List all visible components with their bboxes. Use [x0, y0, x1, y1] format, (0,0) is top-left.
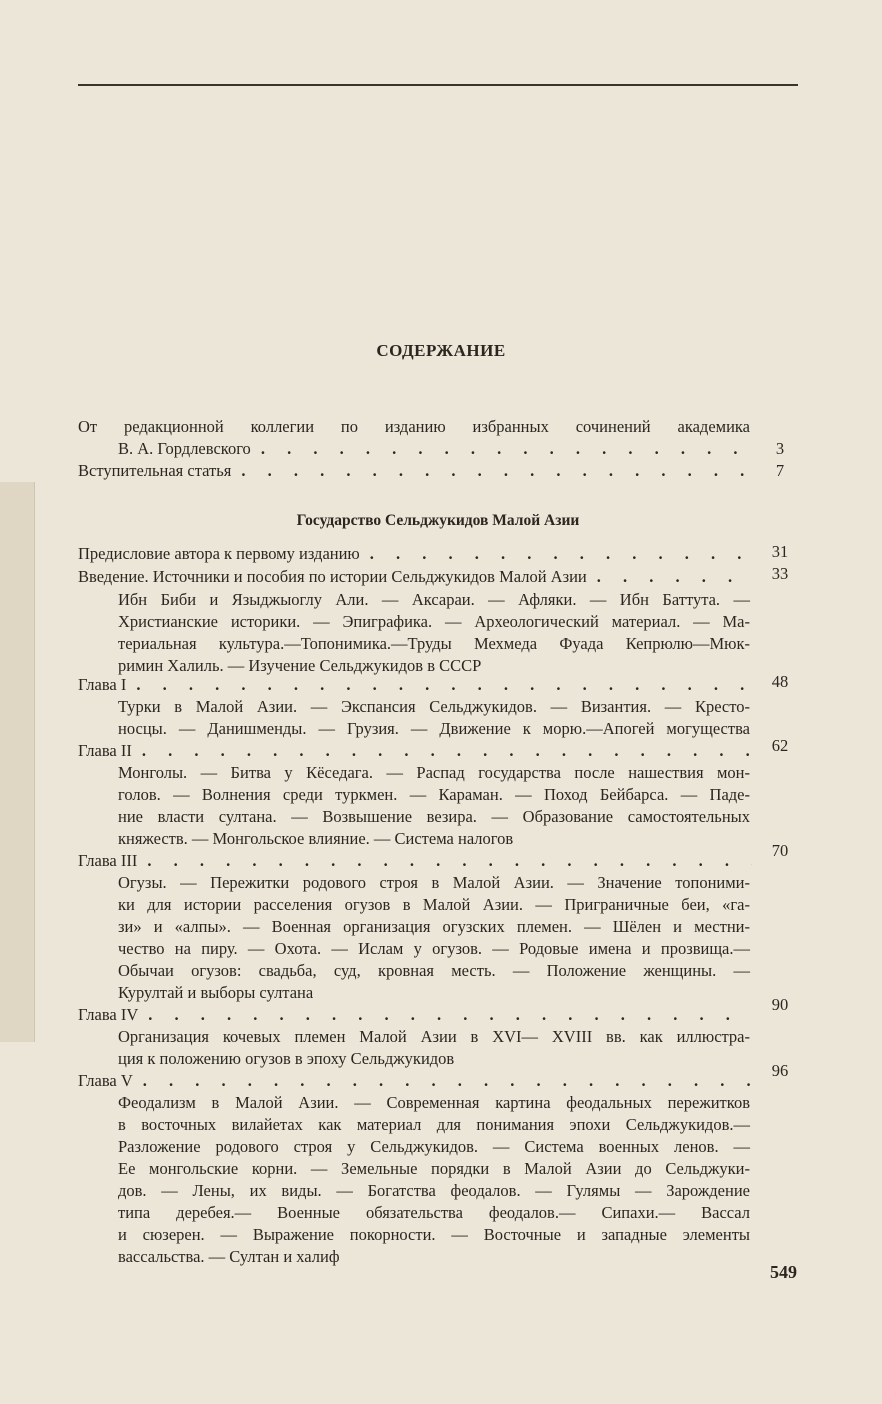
- entry-description-line: Феодализм в Малой Азии. — Современная картина феодальных пережитков: [118, 1093, 750, 1112]
- entry-description-line: Ибн Биби и Языджыоглу Али. — Аксараи. — Афляки. — Ибн Баттута. —: [118, 590, 750, 609]
- leader-dots: [261, 438, 752, 460]
- entry-label: Вступительная статья: [78, 461, 232, 480]
- page-ref-preface: 31: [771, 542, 789, 561]
- toc-entry-chapter-3[interactable]: [78, 850, 758, 872]
- entry-description-line: вассальства. — Султан и халиф: [118, 1247, 340, 1266]
- page-ref-chapter-2: 62: [771, 736, 789, 755]
- entry-description-line: римин Халиль. — Изучение Сельджукидов в СССР: [118, 656, 482, 675]
- paper-strip: [0, 482, 35, 1042]
- entry-description-line: дов. — Лены, их виды. — Богатства феодалов. — Гулямы — Зарождение: [118, 1181, 750, 1200]
- entry-description-line: ки для истории расселения огузов в Малой Азии. — Приграничные беи, «га-: [118, 895, 750, 914]
- entry-description-line: Разложение родового строя у Сельджукидов. — Система военных ленов. —: [118, 1137, 750, 1156]
- page-ref-chapter-5: 96: [771, 1061, 789, 1080]
- entry-label: Предисловие автора к первому изданию: [78, 544, 360, 563]
- entry-description-line: голов. — Волнения среди туркмен. — Караман. — Поход Бейбарса. — Паде-: [118, 785, 750, 804]
- entry-label: Глава II: [78, 741, 132, 760]
- toc-entry-editorial[interactable]: [118, 438, 758, 460]
- editorial-line-1: От редакционной коллегии по изданию избранных сочинений академика: [78, 417, 750, 436]
- entry-description-line: ция к положению огузов в эпоху Сельджукидов: [118, 1049, 455, 1068]
- entry-description-line: зи» и «алпы». — Военная организация огузских племен. — Шёлен и местни-: [118, 917, 750, 936]
- entry-description-line: чество на пиру. — Охота. — Ислам у огузов. — Родовые имена и прозвища.—: [118, 939, 750, 958]
- leader-dots: [143, 1070, 752, 1092]
- section-heading: Государство Сельджукидов Малой Азии: [296, 512, 580, 529]
- leader-dots: [597, 566, 752, 588]
- page-ref-editorial: 3: [775, 439, 785, 458]
- leader-dots: [136, 674, 752, 696]
- leader-dots: [370, 543, 752, 565]
- toc-entry-chapter-1[interactable]: [78, 674, 758, 696]
- leader-dots: [147, 850, 752, 872]
- entry-description-line: княжеств. — Монгольское влияние. — Система налогов: [118, 829, 514, 848]
- page-ref-article: 7: [775, 461, 785, 480]
- entry-label: В. А. Гордлевского: [118, 439, 251, 458]
- top-rule: [78, 84, 798, 86]
- entry-label: Глава I: [78, 675, 127, 694]
- folio-number: 549: [770, 1262, 797, 1282]
- entry-description-line: носцы. — Данишменды. — Грузия. — Движение к морю.—Апогей могущества: [118, 719, 750, 738]
- entry-description-line: типа деребея.— Военные обязательства феодалов.— Сипахи.— Вассал: [118, 1203, 750, 1222]
- toc-entry-chapter-4[interactable]: [78, 1004, 758, 1026]
- entry-description-line: Турки в Малой Азии. — Экспансия Сельджукидов. — Византия. — Кресто-: [118, 697, 750, 716]
- page-title: СОДЕРЖАНИЕ: [376, 341, 506, 360]
- toc-entry-introduction[interactable]: [78, 566, 758, 588]
- toc-entry-article[interactable]: [78, 460, 758, 482]
- entry-description-line: ние власти султана. — Возвышение везира. — Образование самостоятельных: [118, 807, 750, 826]
- entry-description-line: Монголы. — Битва у Кёседага. — Распад государства после нашествия мон-: [118, 763, 750, 782]
- leader-dots: [142, 740, 752, 762]
- toc-entry-preface[interactable]: [78, 543, 758, 565]
- entry-description-line: и сюзерен. — Выражение покорности. — Восточные и западные элементы: [118, 1225, 750, 1244]
- entry-description-line: териальная культура.—Топонимика.—Труды Мехмеда Фуада Кепрюлю—Мюк-: [118, 634, 750, 653]
- leader-dots: [241, 460, 752, 482]
- page-ref-introduction: 33: [771, 564, 789, 583]
- page-ref-chapter-1: 48: [771, 672, 789, 691]
- entry-label: Глава III: [78, 851, 138, 870]
- entry-description-line: Обычаи огузов: свадьба, суд, кровная месть. — Положение женщины. —: [118, 961, 750, 980]
- entry-label: Глава V: [78, 1071, 133, 1090]
- entry-description-line: Христианские историки. — Эпиграфика. — Археологический материал. — Ма-: [118, 612, 750, 631]
- entry-description-line: Организация кочевых племен Малой Азии в XVI— XVIII вв. как иллюстра-: [118, 1027, 750, 1046]
- entry-description-line: Огузы. — Пережитки родового строя в Малой Азии. — Значение топоними-: [118, 873, 750, 892]
- entry-label: Глава IV: [78, 1005, 139, 1024]
- toc-entry-chapter-2[interactable]: [78, 740, 758, 762]
- entry-description-line: Курултай и выборы султана: [118, 983, 314, 1002]
- page-ref-chapter-4: 90: [771, 995, 789, 1014]
- entry-description-line: в восточных вилайетах как материал для понимания эпохи Сельджукидов.—: [118, 1115, 750, 1134]
- page-ref-chapter-3: 70: [771, 841, 789, 860]
- entry-description-line: Ее монгольские корни. — Земельные порядки в Малой Азии до Сельджуки-: [118, 1159, 750, 1178]
- entry-label: Введение. Источники и пособия по истории Сельджукидов Малой Азии: [78, 567, 587, 586]
- toc-entry-chapter-5[interactable]: [78, 1070, 758, 1092]
- leader-dots: [148, 1004, 752, 1026]
